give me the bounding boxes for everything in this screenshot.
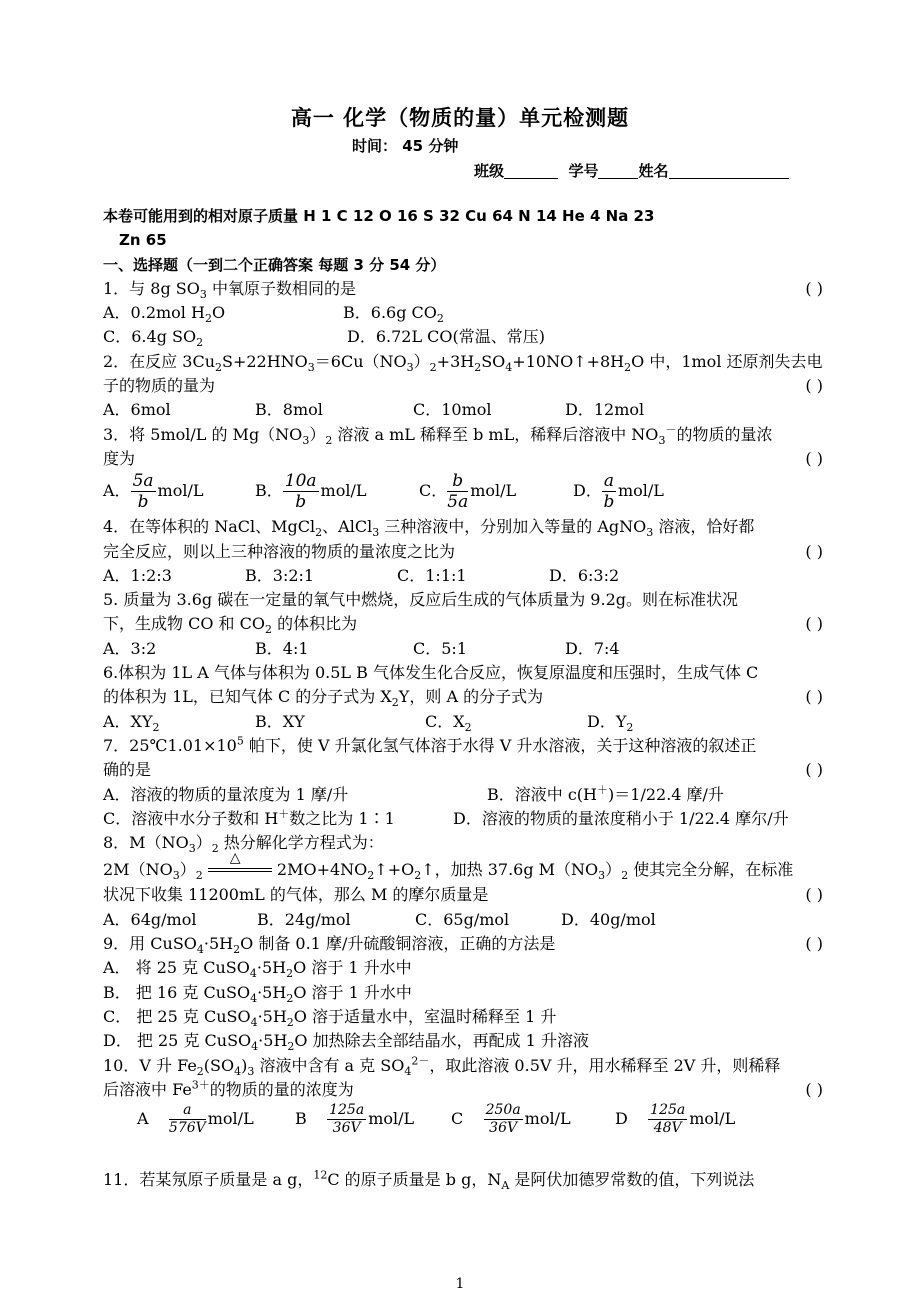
option-d: D．7:4 <box>565 638 620 658</box>
answer-paren: ( ) <box>805 885 823 905</box>
option-c: C．6.4g $SO_2$ <box>103 327 204 350</box>
question-7-options-ab <box>103 783 823 807</box>
option-c: C． 把 25 克 $CuSO_4\cdot 5H_2O$ 溶于适量水中，室温时稀释至 1 升 <box>103 1006 557 1030</box>
option-a: A $\frac{a}{576V}$ mol/L <box>137 1102 254 1137</box>
option-d: D． 把 25 克 $CuSO_4\cdot 5H_2O$ 加热除去全部结晶水，再配成 1 升溶液 <box>103 1031 589 1054</box>
class-label: 班级 <box>474 162 505 180</box>
question-7-stem: 7．$25℃1.01\times 10^5$ 帕下，使 V 升氯化氢气体溶于水得 V 升水溶液，关于这种溶液的叙述正 <box>103 734 757 755</box>
question-3-stem: 3．将 5mol/L 的 $Mg(NO_3)_2$ 溶液 a mL 稀释至 b mL，稀释后溶液中 $NO_3^-$的物质的量浓 <box>103 423 773 447</box>
option-d: D．6:3:2 <box>549 565 620 585</box>
option-a: A．64g/mol <box>103 909 197 929</box>
option-a: A．1:2:3 <box>103 565 172 585</box>
option-c: C．10mol <box>413 400 492 420</box>
question-8-equation: $2M(NO_3)_2$ △ $2MO+4NO_2↑+O_2↑$，加热 37.6g $M(NO_3)_2$ 使其完全分解，在标准 <box>103 855 823 883</box>
question-7-stem-2: 确的是 ( ) <box>103 758 823 782</box>
option-b: B $\frac{125a}{36V}$ mol/L <box>295 1102 415 1137</box>
question-8-stem: 8．$M(NO_3)_2$ 热分解化学方程式为： <box>103 833 384 856</box>
option-a: A．6mol <box>103 400 171 420</box>
option-d: D．溶液的物质的量浓度稍小于 1/22.4 摩尔/升 <box>453 808 789 828</box>
question-2-stem: 2．在反应 $3Cu_2S+22HNO_3=6Cu(NO_3)_2+3H_2SO_4+10NO↑+8H_2O$ 中，1mol 还原剂失去电 <box>103 351 823 374</box>
question-5-stem: 5. 质量为 3.6g 碳在一定量的氧气中燃烧，反应后生成的气体质量为 9.2g。则在标准状况 <box>103 590 738 610</box>
section-heading: 一、选择题（一到二个正确答案 每题 3 分 54 分） <box>103 255 446 274</box>
option-b: B．8mol <box>255 400 323 420</box>
question-2-stem-2: 子的物质的量为 ( ) <box>103 374 823 398</box>
heating-arrow <box>208 850 272 877</box>
name-label: 姓名 <box>638 162 669 180</box>
question-8-options <box>103 908 823 932</box>
exam-content <box>103 204 823 1192</box>
question-10-options <box>103 1102 823 1148</box>
option-c: C．5:1 <box>413 638 467 658</box>
name-blank <box>669 162 789 179</box>
option-c: C． $\frac{b}{5a}$ mol/L <box>419 471 517 513</box>
option-c: C．$X_2$ <box>425 711 472 734</box>
answer-paren: ( ) <box>805 541 823 561</box>
question-6-stem-2: 的体积为 1L，已知气体 C 的分子式为 $X_2Y$，则 A 的分子式为 ( ) <box>103 687 823 710</box>
answer-paren: ( ) <box>805 760 823 780</box>
id-label: 学号 <box>568 162 599 180</box>
answer-paren: ( ) <box>805 687 823 707</box>
option-c: C．溶液中水分子数和 H＋数之比为 1∶1 <box>103 807 395 828</box>
option-b: B．6.6g $CO_2$ <box>343 303 444 326</box>
answer-paren: ( ) <box>805 614 823 634</box>
option-c: C $\frac{250a}{36V}$ mol/L <box>451 1102 571 1137</box>
question-8-stem-3: 状况下收集 11200mL 的气体，那么 M 的摩尔质量是 ( ) <box>103 883 823 907</box>
option-b: B．4:1 <box>255 638 309 658</box>
option-a: A． 将 25 克 $CuSO_4\cdot 5H_2O$ 溶于 1 升水中 <box>103 958 412 981</box>
option-d: D．6.72L CO(常温、常压) <box>347 327 546 347</box>
option-d: D．12mol <box>565 400 645 420</box>
page-number: 1 <box>455 1276 465 1292</box>
student-info-line <box>474 160 789 181</box>
question-7-options-cd <box>103 807 823 831</box>
question-10-stem-2: 后溶液中 $Fe^{3+}$的物质的量的浓度为 ( ) <box>103 1078 823 1102</box>
option-a: A．3:2 <box>103 638 157 658</box>
atomic-masses-line: 本卷可能用到的相对原子质量 H 1 C 12 O 16 S 32 Cu 64 N 14 He 4 Na 23 <box>103 207 655 225</box>
question-2-options <box>103 398 823 422</box>
answer-paren: ( ) <box>805 934 823 954</box>
question-11-stem: 11．若某氖原子质量是 a g，$^{12}$C 的原子质量是 b g，$N_A$ 是阿伏加德罗常数的值，下列说法 <box>103 1168 755 1193</box>
question-9-stem: 9．用 $CuSO_4\cdot 5H_2O$ 制备 0.1 摩/升硫酸铜溶液，正确的方法是 ( ) <box>103 934 823 957</box>
option-d: D $\frac{125a}{48V}$ mol/L <box>615 1102 736 1137</box>
page-title: 高一 化学（物质的量）单元检测题 <box>290 106 630 130</box>
heat-triangle-icon: △ <box>229 850 241 867</box>
option-a: A．溶液的物质的量浓度为 1 摩/升 <box>103 784 349 804</box>
option-d: D．$Y_2$ <box>587 711 634 734</box>
question-5-stem-2: 下，生成物 CO 和 $CO_2$ 的体积比为 ( ) <box>103 614 823 637</box>
question-1-options-ab <box>103 301 823 325</box>
option-b: B．XY <box>255 711 305 731</box>
option-c: C．1:1:1 <box>397 565 467 585</box>
question-3-options <box>103 471 823 515</box>
answer-paren: ( ) <box>805 376 823 396</box>
option-b: B． 把 16 克 $CuSO_4\cdot 5H_2O$ 溶于 1 升水中 <box>103 982 412 1005</box>
option-b: B．24g/mol <box>257 909 351 929</box>
question-5-options <box>103 637 823 661</box>
id-blank <box>598 162 638 179</box>
option-b: B．溶液中 c(H＋)＝1/22.4 摩/升 <box>487 783 724 804</box>
option-b: B．3:2:1 <box>245 565 315 585</box>
option-a: A． $\frac{5a}{b}$ mol/L <box>103 471 204 513</box>
answer-paren: ( ) <box>805 278 823 298</box>
question-3-stem-2: 度为 ( ) <box>103 447 823 471</box>
option-d: D．40g/mol <box>561 909 656 929</box>
question-6-options <box>103 710 823 734</box>
question-4-stem: 4．在等体积的 NaCl、MgCl$_2$、AlCl$_3$ 三种溶液中，分别加入等量的 AgNO$_3$ 溶液，恰好都 <box>103 517 755 540</box>
question-4-options <box>103 564 823 588</box>
question-6-stem: 6.体积为 1L A 气体与体积为 0.5L B 气体发生化合反应，恢复原温度和压强时，生成气体 C <box>103 663 759 683</box>
option-c: C．65g/mol <box>415 909 510 929</box>
time-limit: 时间： 45 分钟 <box>352 137 459 155</box>
option-b: B． $\frac{10a}{b}$ mol/L <box>255 471 367 513</box>
class-blank <box>504 162 558 179</box>
option-a: A．0.2mol $H_2O$ <box>103 303 226 326</box>
question-10-stem: 10．V 升 $Fe_2(SO_4)_3$ 溶液中含有 a 克 $SO_4^{2-}$，取此溶液 0.5V 升，用水稀释至 2V 升，则稀释 <box>103 1054 781 1078</box>
answer-paren: ( ) <box>805 1079 823 1099</box>
atomic-masses-line-2: Zn 65 <box>119 231 167 250</box>
question-4-stem-2: 完全反应，则以上三种溶液的物质的量浓度之比为 ( ) <box>103 540 823 564</box>
answer-paren: ( ) <box>805 448 823 468</box>
question-1-options-cd <box>103 325 823 349</box>
option-a: A．$XY_2$ <box>103 711 160 734</box>
question-1-stem: 1．与 8g $SO_3$ 中氧原子数相同的是 ( ) <box>103 278 823 302</box>
option-d: D． $\frac{a}{b}$ mol/L <box>573 471 664 513</box>
